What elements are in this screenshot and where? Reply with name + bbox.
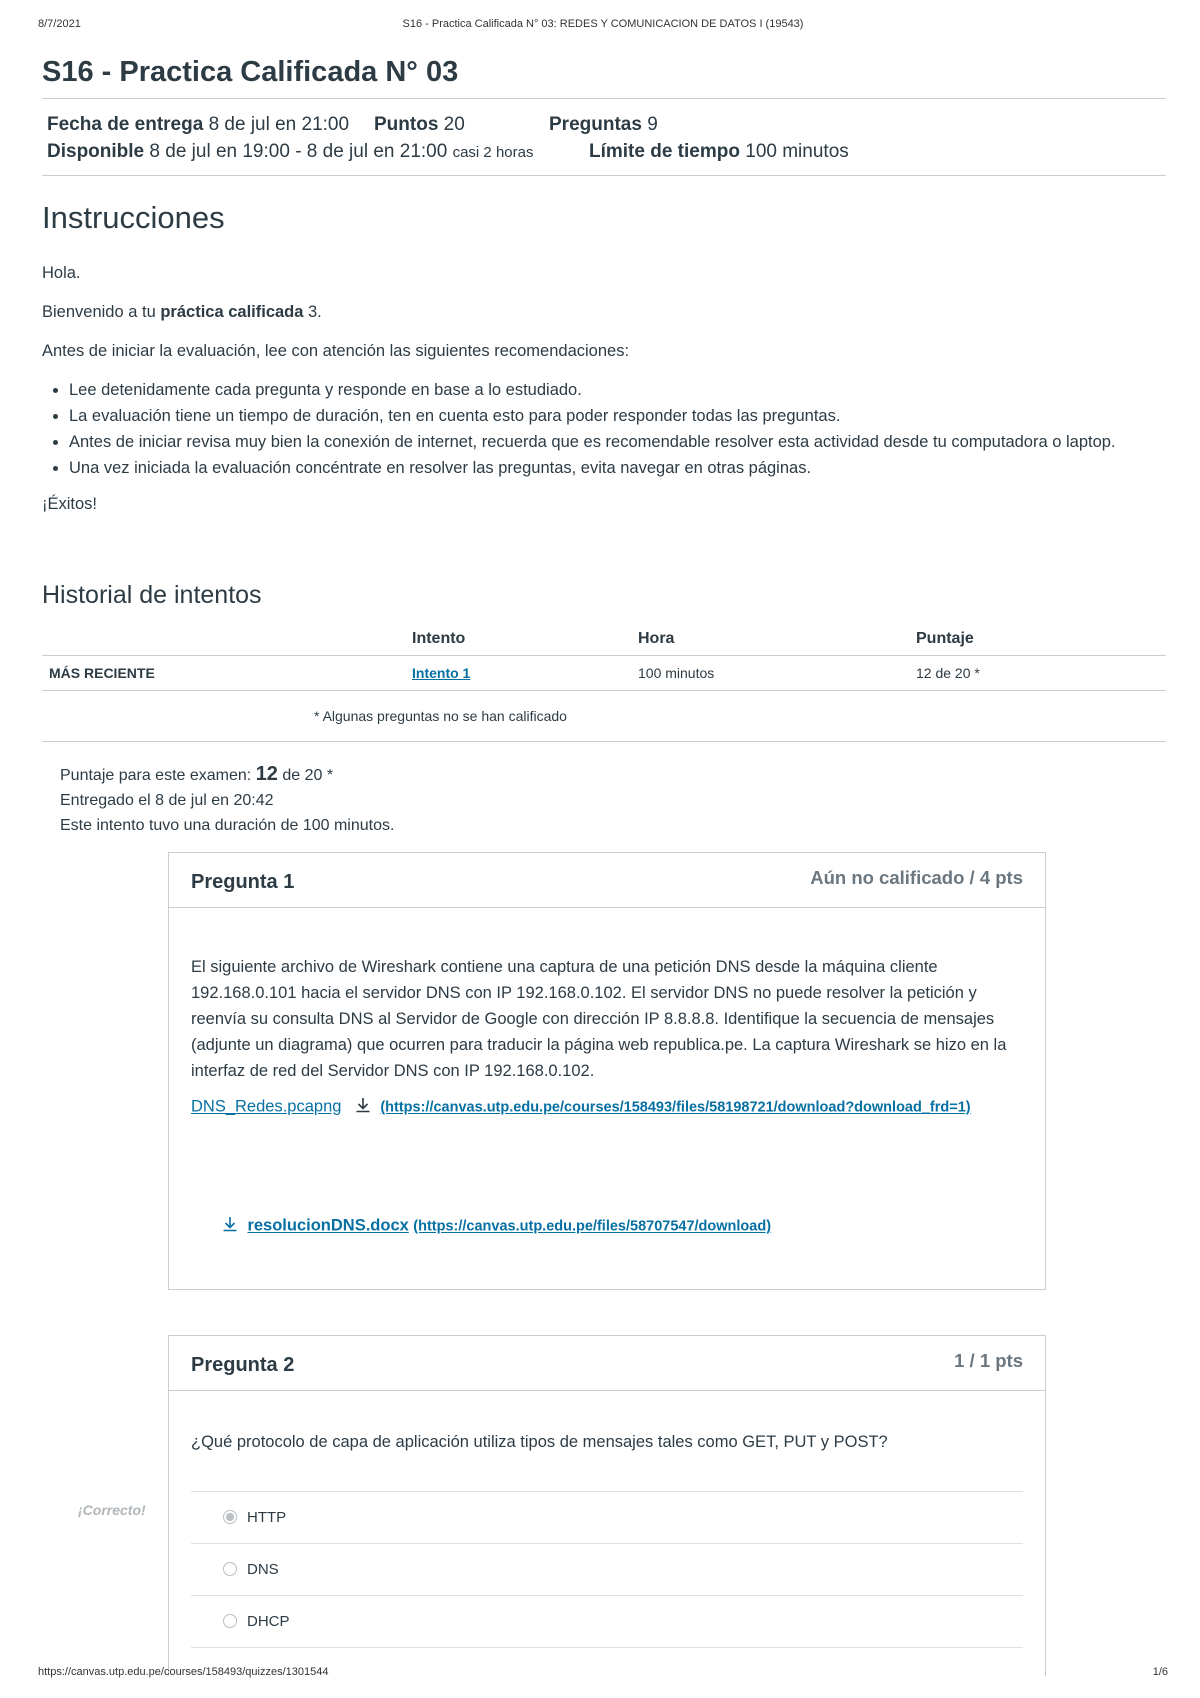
attachment-file-link[interactable]: DNS_Redes.pcapng [191, 1097, 342, 1116]
score-label: Puntaje para este examen: [60, 767, 256, 784]
question-count-label: Preguntas [549, 114, 642, 135]
attempt-link[interactable]: Intento 1 [412, 665, 471, 681]
score-suffix: de 20 * [277, 767, 334, 784]
attempt-duration: Este intento tuvo una duración de 100 minutos. [60, 817, 395, 834]
radio-button-selected[interactable] [223, 1510, 237, 1524]
due-date-value: 8 de jul en 21:00 [208, 114, 350, 135]
recommendation-item: • Lee detenidamente cada pregunta y responde en base a lo estudiado. [69, 377, 1166, 403]
download-icon[interactable] [221, 1215, 239, 1238]
due-date-label: Fecha de entrega [47, 114, 204, 135]
welcome-text [42, 299, 1166, 325]
submission-summary [60, 762, 1166, 838]
instructions-heading: Instrucciones [42, 200, 225, 235]
score-cell: 12 de 20 * [909, 656, 1166, 691]
submitted-date: Entregado el 8 de jul en 20:42 [60, 792, 274, 809]
points-value: 20 [443, 114, 465, 135]
answer-text: DHCP [247, 1613, 290, 1630]
question-2 [168, 1335, 1046, 1676]
radio-button[interactable] [223, 1562, 237, 1576]
closing-text: ¡Éxitos! [42, 495, 98, 513]
greeting: Hola. [42, 264, 81, 282]
attempt-cell [405, 656, 631, 691]
history-heading: Historial de intentos [42, 581, 262, 609]
answer-file-url[interactable]: (https://canvas.utp.edu.pe/files/58707547/download) [413, 1218, 772, 1235]
attachment-line [169, 1084, 1045, 1119]
question-points: Aún no calificado / 4 pts [810, 867, 1023, 888]
radio-button[interactable] [223, 1614, 237, 1628]
availability [47, 139, 533, 166]
table-header-row [42, 623, 1166, 656]
question-points: 1 / 1 pts [954, 1350, 1023, 1371]
quiz-details [42, 99, 1166, 175]
score-value: 12 [255, 763, 278, 785]
time-limit [589, 139, 849, 165]
answer-option[interactable] [191, 1544, 1023, 1596]
time-limit-label: Límite de tiempo [589, 141, 740, 162]
welcome-bold: práctica calificada [160, 303, 304, 321]
recommendation-item: • Una vez iniciada la evaluación concéntrate en resolver las preguntas, evita navegar en otras páginas. [69, 455, 1166, 481]
question-header [169, 1336, 1045, 1391]
print-footer [38, 1666, 1168, 1682]
print-url: https://canvas.utp.edu.pe/courses/158493/quizzes/1301544 [38, 1666, 329, 1678]
welcome-pre: Bienvenido a tu [42, 303, 161, 321]
column-header-score: Puntaje [909, 623, 1166, 656]
ungraded-footnote: * Algunas preguntas no se han calificado [42, 691, 1166, 742]
page-number: 1/6 [1152, 1666, 1168, 1678]
instructions-intro: Antes de iniciar la evaluación, lee con atención las siguientes recomendaciones: [42, 342, 630, 360]
points [374, 112, 465, 138]
answer-file-link[interactable]: resolucionDNS.docx [247, 1216, 409, 1235]
question-name: Pregunta 2 [191, 1354, 295, 1376]
recommendation-item: • Antes de iniciar revisa muy bien la conexión de internet, recuerda que es recomendable resolver esta actividad desde tu computadora o laptop. [69, 429, 1166, 455]
availability-note: casi 2 horas [452, 144, 534, 161]
print-header [38, 18, 1168, 34]
divider [42, 175, 1166, 176]
question-header [169, 853, 1045, 908]
correct-answer-flag: ¡Correcto! [78, 1502, 146, 1518]
table-row [42, 656, 1166, 691]
most-recent-label: MÁS RECIENTE [42, 656, 405, 691]
score-line [60, 762, 1166, 788]
submitted-answer-file [169, 1119, 1045, 1268]
points-label: Puntos [374, 114, 439, 135]
quiz-content [42, 40, 1166, 838]
welcome-post: 3. [303, 303, 322, 321]
question-count [549, 112, 658, 138]
question-count-value: 9 [647, 114, 658, 135]
column-header [42, 623, 405, 656]
question-text: El siguiente archivo de Wireshark contiene una captura de una petición DNS desde la máquina cliente 192.168.0.101 hacia el servidor DNS con IP 192.168.0.102. El servidor DNS no puede resolver la petición y reenvía su consulta DNS al Servidor de Google con dirección IP 8.8.8.8. Identifique la secuencia de mensajes (adjunte un diagrama) que ocurren para traducir la página web republica.pe. La captura Wireshark se hizo en la interfaz de red del Servidor DNS con IP 192.168.0.102. [191, 958, 1007, 1080]
print-document-title: S16 - Practica Calificada N° 03: REDES Y COMUNICACION DE DATOS I (19543) [402, 18, 804, 30]
column-header-time: Hora [631, 623, 909, 656]
recommendations-list [42, 377, 1166, 481]
answer-option[interactable] [191, 1492, 1023, 1544]
download-icon[interactable] [354, 1096, 372, 1119]
quiz-title: S16 - Practica Calificada N° 03 [42, 56, 459, 88]
quiz-details-row-2 [47, 139, 1166, 165]
quiz-details-row-1 [47, 112, 1166, 138]
answer-option[interactable] [191, 1596, 1023, 1648]
answer-list [191, 1491, 1023, 1648]
question-text: ¿Qué protocolo de capa de aplicación utiliza tipos de mensajes tales como GET, PUT y POST? [191, 1433, 888, 1451]
time-limit-value: 100 minutos [745, 141, 849, 162]
time-cell: 100 minutos [631, 656, 909, 691]
answer-text: DNS [247, 1561, 279, 1578]
print-date: 8/7/2021 [38, 18, 81, 30]
availability-label: Disponible [47, 141, 145, 162]
question-1 [168, 852, 1046, 1290]
question-name: Pregunta 1 [191, 871, 295, 893]
attachment-download-url[interactable]: (https://canvas.utp.edu.pe/courses/158493/files/58198721/download?download_frd=1) [380, 1099, 971, 1116]
answer-text: HTTP [247, 1509, 287, 1526]
attempt-history-table [42, 623, 1166, 691]
due-date [47, 112, 349, 138]
column-header-attempt: Intento [405, 623, 631, 656]
availability-value: 8 de jul en 19:00 - 8 de jul en 21:00 [149, 141, 448, 162]
instructions-body [42, 260, 1166, 517]
recommendation-item: • La evaluación tiene un tiempo de duración, ten en cuenta esto para poder responder todas las preguntas. [69, 403, 1166, 429]
